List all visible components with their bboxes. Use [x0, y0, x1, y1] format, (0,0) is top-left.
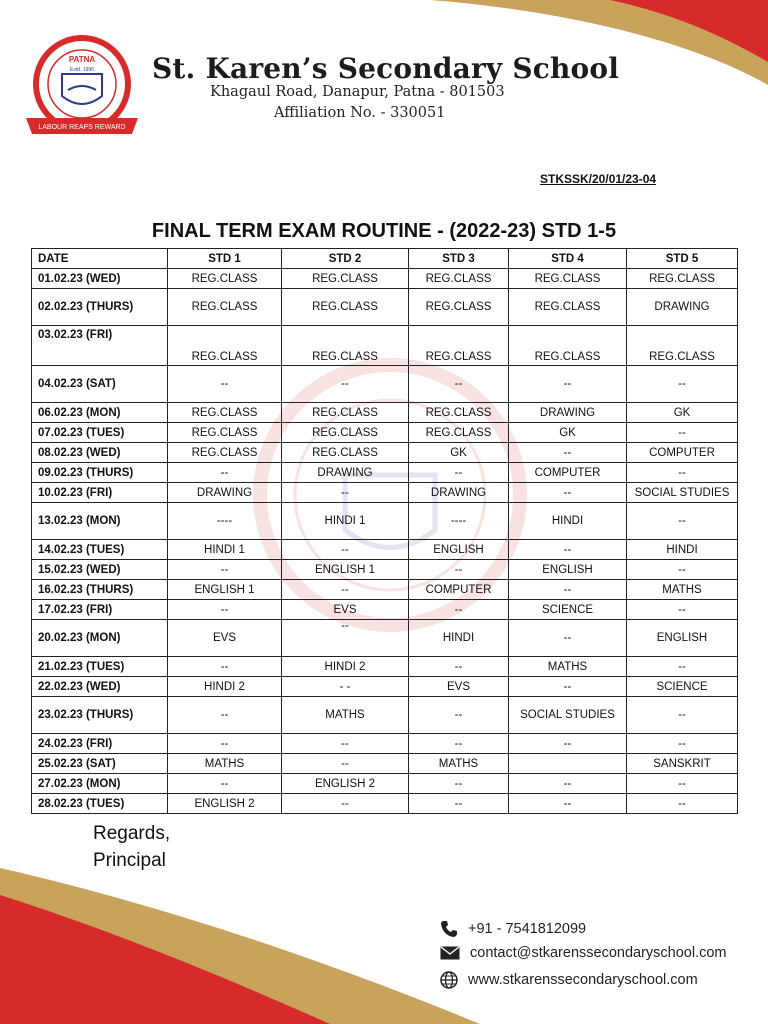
- date-cell: 24.02.23 (FRI): [32, 734, 168, 754]
- table-cell: --: [168, 774, 282, 794]
- table-cell: REG.CLASS: [168, 443, 282, 463]
- globe-icon: [440, 971, 458, 989]
- table-row: [32, 754, 738, 774]
- exam-routine-table: [31, 248, 738, 814]
- table-cell: SCIENCE: [627, 677, 738, 697]
- table-cell: DRAWING: [409, 483, 509, 503]
- table-cell: --: [409, 600, 509, 620]
- date-cell: 16.02.23 (THURS): [32, 580, 168, 600]
- table-cell: REG.CLASS: [282, 326, 409, 366]
- table-cell: REG.CLASS: [282, 443, 409, 463]
- school-name: St. Karen’s Secondary School: [152, 52, 620, 85]
- mail-icon: [440, 946, 460, 960]
- table-cell: ----: [168, 503, 282, 540]
- table-cell: GK: [509, 423, 627, 443]
- table-row: [32, 677, 738, 697]
- table-cell: --: [168, 463, 282, 483]
- date-cell: 25.02.23 (SAT): [32, 754, 168, 774]
- reference-number: STKSSK/20/01/23-04: [540, 172, 657, 186]
- table-cell: EVS: [409, 677, 509, 697]
- table-cell: --: [282, 620, 409, 657]
- table-row: [32, 794, 738, 814]
- table-cell: --: [409, 734, 509, 754]
- table-row: [32, 463, 738, 483]
- contact-email: [440, 945, 727, 961]
- table-cell: DRAWING: [627, 289, 738, 326]
- table-row: [32, 503, 738, 540]
- table-cell: GK: [627, 403, 738, 423]
- phone-icon: [440, 920, 458, 938]
- table-cell: ENGLISH 1: [168, 580, 282, 600]
- table-cell: REG.CLASS: [627, 269, 738, 289]
- table-cell: REG.CLASS: [409, 289, 509, 326]
- column-header: STD 4: [509, 249, 627, 269]
- table-cell: HINDI: [509, 503, 627, 540]
- table-cell: --: [409, 366, 509, 403]
- date-cell: 22.02.23 (WED): [32, 677, 168, 697]
- svg-text:LABOUR REAPS REWARD: LABOUR REAPS REWARD: [38, 124, 126, 131]
- date-cell: 20.02.23 (MON): [32, 620, 168, 657]
- table-row: [32, 774, 738, 794]
- table-cell: ENGLISH: [509, 560, 627, 580]
- table-cell: REG.CLASS: [168, 403, 282, 423]
- table-header-row: [32, 249, 738, 269]
- table-cell: --: [409, 697, 509, 734]
- table-cell: ENGLISH 2: [282, 774, 409, 794]
- page-title: FINAL TERM EXAM ROUTINE - (2022-23) STD 1-5: [151, 220, 617, 242]
- table-cell: REG.CLASS: [282, 269, 409, 289]
- table-cell: --: [509, 774, 627, 794]
- table-cell: --: [282, 580, 409, 600]
- table-cell: REG.CLASS: [509, 326, 627, 366]
- table-row: [32, 620, 738, 657]
- table-row: [32, 483, 738, 503]
- svg-text:PATNA: PATNA: [68, 55, 96, 64]
- table-cell: --: [627, 600, 738, 620]
- table-cell: ENGLISH 2: [168, 794, 282, 814]
- table-cell: HINDI 1: [168, 540, 282, 560]
- date-cell: 27.02.23 (MON): [32, 774, 168, 794]
- table-cell: REG.CLASS: [168, 326, 282, 366]
- table-cell: --: [409, 794, 509, 814]
- table-cell: REG.CLASS: [409, 423, 509, 443]
- table-row: [32, 734, 738, 754]
- table-cell: DRAWING: [282, 463, 409, 483]
- table-row: [32, 326, 738, 366]
- table-cell: HINDI: [627, 540, 738, 560]
- table-cell: HINDI 1: [282, 503, 409, 540]
- phone-number: +91 - 7541812099: [468, 921, 587, 937]
- table-cell: --: [509, 443, 627, 463]
- date-cell: 02.02.23 (THURS): [32, 289, 168, 326]
- column-header: STD 5: [627, 249, 738, 269]
- table-cell: --: [509, 677, 627, 697]
- table-cell: COMPUTER: [509, 463, 627, 483]
- date-cell: 04.02.23 (SAT): [32, 366, 168, 403]
- table-cell: REG.CLASS: [168, 289, 282, 326]
- table-row: [32, 657, 738, 677]
- school-logo: [22, 34, 142, 142]
- contact-website: [440, 971, 698, 989]
- table-cell: --: [627, 503, 738, 540]
- table-cell: MATHS: [509, 657, 627, 677]
- website-url: www.stkarenssecondaryschool.com: [468, 972, 698, 988]
- table-cell: ----: [409, 503, 509, 540]
- date-cell: 06.02.23 (MON): [32, 403, 168, 423]
- table-cell: --: [168, 366, 282, 403]
- table-row: [32, 580, 738, 600]
- table-row: [32, 540, 738, 560]
- table-cell: ENGLISH: [409, 540, 509, 560]
- date-cell: 01.02.23 (WED): [32, 269, 168, 289]
- table-row: [32, 269, 738, 289]
- date-cell: 21.02.23 (TUES): [32, 657, 168, 677]
- table-cell: MATHS: [282, 697, 409, 734]
- table-cell: --: [168, 734, 282, 754]
- table-cell: REG.CLASS: [409, 403, 509, 423]
- table-cell: --: [509, 580, 627, 600]
- column-header: DATE: [32, 249, 168, 269]
- table-cell: REG.CLASS: [509, 289, 627, 326]
- table-cell: SOCIAL STUDIES: [627, 483, 738, 503]
- table-cell: SANSKRIT: [627, 754, 738, 774]
- table-row: [32, 403, 738, 423]
- table-cell: REG.CLASS: [409, 326, 509, 366]
- date-cell: 07.02.23 (TUES): [32, 423, 168, 443]
- table-row: [32, 443, 738, 463]
- table-cell: HINDI: [409, 620, 509, 657]
- table-cell: --: [282, 754, 409, 774]
- date-cell: 14.02.23 (TUES): [32, 540, 168, 560]
- table-cell: EVS: [282, 600, 409, 620]
- table-cell: --: [282, 734, 409, 754]
- table-cell: EVS: [168, 620, 282, 657]
- school-address: Khagaul Road, Danapur, Patna - 801503: [210, 84, 505, 100]
- table-cell: ENGLISH 1: [282, 560, 409, 580]
- table-cell: --: [627, 734, 738, 754]
- table-cell: REG.CLASS: [409, 269, 509, 289]
- signoff-regards: Regards,: [93, 823, 171, 844]
- table-cell: MATHS: [627, 580, 738, 600]
- table-row: [32, 289, 738, 326]
- table-cell: --: [168, 657, 282, 677]
- table-cell: --: [509, 483, 627, 503]
- table-row: [32, 697, 738, 734]
- table-cell: SOCIAL STUDIES: [509, 697, 627, 734]
- signoff-principal: Principal: [93, 850, 166, 871]
- date-cell: 03.02.23 (FRI): [32, 326, 168, 366]
- date-cell: 23.02.23 (THURS): [32, 697, 168, 734]
- table-cell: --: [627, 774, 738, 794]
- table-cell: --: [509, 366, 627, 403]
- table-row: [32, 600, 738, 620]
- table-cell: --: [627, 657, 738, 677]
- svg-text:Estd. 1990: Estd. 1990: [70, 67, 94, 73]
- table-cell: REG.CLASS: [282, 403, 409, 423]
- table-cell: REG.CLASS: [282, 289, 409, 326]
- table-cell: MATHS: [409, 754, 509, 774]
- table-cell: --: [168, 560, 282, 580]
- table-cell: --: [509, 620, 627, 657]
- table-cell: - -: [282, 677, 409, 697]
- column-header: STD 3: [409, 249, 509, 269]
- date-cell: 28.02.23 (TUES): [32, 794, 168, 814]
- table-cell: --: [409, 560, 509, 580]
- date-cell: 17.02.23 (FRI): [32, 600, 168, 620]
- table-cell: --: [282, 483, 409, 503]
- table-cell: COMPUTER: [627, 443, 738, 463]
- table-cell: REG.CLASS: [282, 423, 409, 443]
- table-cell: SCIENCE: [509, 600, 627, 620]
- column-header: STD 2: [282, 249, 409, 269]
- table-cell: --: [627, 423, 738, 443]
- column-header: STD 1: [168, 249, 282, 269]
- table-cell: --: [627, 560, 738, 580]
- signoff: [93, 820, 170, 874]
- table-cell: DRAWING: [509, 403, 627, 423]
- table-cell: --: [627, 794, 738, 814]
- table-cell: HINDI 2: [168, 677, 282, 697]
- table-cell: --: [509, 794, 627, 814]
- table-cell: --: [282, 540, 409, 560]
- affiliation-number: Affiliation No. - 330051: [274, 105, 446, 121]
- table-cell: --: [409, 774, 509, 794]
- contact-phone: [440, 920, 586, 938]
- table-cell: --: [168, 600, 282, 620]
- table-cell: --: [509, 734, 627, 754]
- table-cell: --: [409, 657, 509, 677]
- table-row: [32, 423, 738, 443]
- table-cell: REG.CLASS: [168, 269, 282, 289]
- table-cell: --: [409, 463, 509, 483]
- date-cell: 15.02.23 (WED): [32, 560, 168, 580]
- table-cell: REG.CLASS: [509, 269, 627, 289]
- date-cell: 09.02.23 (THURS): [32, 463, 168, 483]
- table-cell: --: [282, 794, 409, 814]
- date-cell: 10.02.23 (FRI): [32, 483, 168, 503]
- table-row: [32, 560, 738, 580]
- email-address: contact@stkarenssecondaryschool.com: [470, 945, 727, 961]
- table-cell: --: [282, 366, 409, 403]
- table-cell: --: [627, 463, 738, 483]
- table-cell: GK: [409, 443, 509, 463]
- table-cell: MATHS: [168, 754, 282, 774]
- table-cell: DRAWING: [168, 483, 282, 503]
- date-cell: 13.02.23 (MON): [32, 503, 168, 540]
- table-cell: ENGLISH: [627, 620, 738, 657]
- table-cell: REG.CLASS: [627, 326, 738, 366]
- table-row: [32, 366, 738, 403]
- table-cell: --: [627, 366, 738, 403]
- date-cell: 08.02.23 (WED): [32, 443, 168, 463]
- table-cell: HINDI 2: [282, 657, 409, 677]
- table-cell: [509, 754, 627, 774]
- table-cell: --: [509, 540, 627, 560]
- table-cell: REG.CLASS: [168, 423, 282, 443]
- table-cell: --: [627, 697, 738, 734]
- table-cell: --: [168, 697, 282, 734]
- table-cell: COMPUTER: [409, 580, 509, 600]
